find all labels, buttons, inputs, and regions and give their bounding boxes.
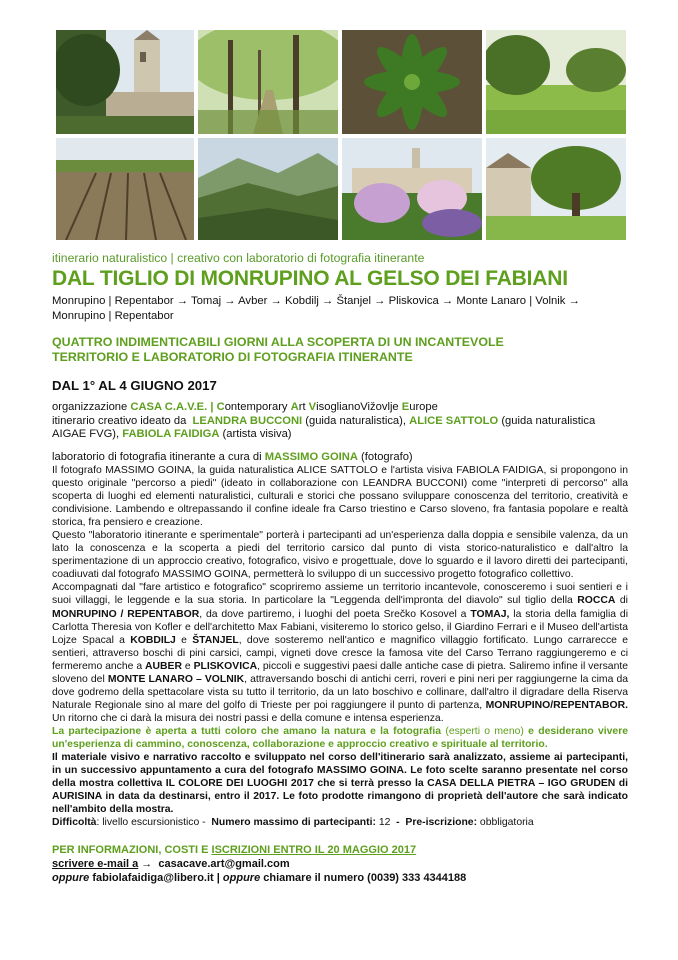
- material-note: Il materiale visivo e narrativo raccolto e sviluppato nel corso dell'itinerario sarà analizzato, assieme ai partecipanti, in un successivo appuntamento a cura del fotografo MASSIMO GOINA. Le foto scelte saranno presentate nel corso della mostra collettiva IL COLORE DEI LUOGHI 2017 che si terrà presso la CASA DELLA PIETRA – IGO GRUDEN di AURISINA in data da destinarsi, entro il 2017. Le foto prodotte rimangono di proprietà dell'autore che sarà indicato nell'ambito della mostra.: [52, 752, 628, 816]
- photo-plant-leaves: [342, 30, 482, 134]
- headline: [52, 335, 628, 365]
- person-leandra: LEANDRA BUCCONI: [192, 414, 303, 427]
- organization-line: [52, 401, 628, 415]
- route: Monrupino | Repentabor → Tomaj → Avber → Kobdilj → Štanjel → Pliskovica → Monte Lanaro | Volnik → Monrupino | Repentabor: [52, 295, 580, 322]
- paragraph-intro: Il fotografo MASSIMO GOINA, la guida naturalistica ALICE SATTOLO e l'artista visiva FABIOLA FAIDIGA, si propongono in questo originale "percorso a piedi" (ideato in collaborazione con LEANDRA BUCCONI) come "interpreti di percorso" alla scoperta di luoghi ed elementi naturalistici, culturali e storici che possano sviluppare conoscenza del territorio, creatività e condivisione. Lambendo e oltrepassando il confine ideale fra Carso triestino e Carso sloveno, fra fantasia popolare e realtà storica, fra pensiero e creazione.: [52, 465, 628, 529]
- photo-forest-path: [198, 30, 338, 134]
- participation-note: La partecipazione è aperta a tutti coloro che amano la natura e la fotografia (esperti o meno) e desiderano vivere un'esperienza di cammino, conoscenza, collaborazione e approccio creativo e spirituale al territorio.: [52, 725, 629, 750]
- phone-number[interactable]: chiamare il numero (0039) 333 4344188: [263, 872, 467, 885]
- photo-big-tree-house: [486, 138, 626, 240]
- organization-name: CASA C.A.V.E. |: [130, 401, 214, 413]
- email-casacave[interactable]: casacave.art@gmail.com: [158, 858, 290, 871]
- lab-credit: laboratorio di fotografia itinerante a cura di MASSIMO GOINA (fotografo): [52, 450, 413, 463]
- photo-village-flowers: [342, 138, 482, 240]
- subtitle: itinerario naturalistico | creativo con laboratorio di fotografia itinerante: [52, 251, 425, 265]
- flyer-content: [52, 251, 628, 885]
- paragraph-itinerary: Accompagnati dal "fare artistico e fotografico" scopriremo assieme un territorio incantevole, conosceremo i suoi sentieri e i suoi villaggi, le leggende e la sua storia. In particolare la "Leggenda dell'impronta del diavolo" sul tiglio della ROCCA di MONRUPINO / REPENTABOR, da dove partiremo, i luoghi del poeta Srečko Kosovel a TOMAJ, la storia della famiglia di Carlotta Theresia von Kofler e dell'architetto Max Fabiani, visiteremo lo storico gelso, il Giardino Ferrari e il Museo dell'artista Lojze Spacal a KOBDILJ e ŠTANJEL, dove sosteremo nell'antico e magnifico villaggio fortificato. Lungo carrarecce e sentieri, attraverso boschi di pini carsici, campi, vigneti dove cresce la famosa vite del Carso Terrano raggiungeremo e ci fermeremo anche a AUBER e PLISKOVICA, piccoli e suggestivi paesi dalle antiche case di pietra. Saliremo infine il versante sloveno del MONTE LANARO – VOLNIK, attraversando boschi di antichi cerri, roveri e pini neri per raggiungerne la cima da dove godremo della spettacolare vista su tutto il territorio, da un lato boschivo e collinare, dall'altro il digradare della Riserva Naturale Regionale sino al mare del golfo di Trieste per poi raggiungere il punto di partenza, MONRUPINO/REPENTABOR. Un ritorno che ci darà la misura dei nostri passi e della comune e intensa esperienza.: [52, 582, 629, 724]
- organization-acronym: Contemporary Art VisoglianoVižovlje Europe: [216, 401, 438, 413]
- write-email-label: scrivere e-mail a: [52, 858, 139, 871]
- photo-church-tower: [56, 30, 194, 134]
- contact-line: oppure fabiolafaidiga@libero.it | oppure chiamare il numero (0039) 333 4344188: [52, 872, 467, 885]
- arrow-icon: →: [141, 858, 153, 871]
- headline-line-1: QUATTRO INDIMENTICABILI GIORNI ALLA SCOPERTA DI UN INCANTEVOLE: [52, 335, 504, 349]
- photo-meadow: [486, 30, 626, 134]
- main-title: DAL TIGLIO DI MONRUPINO AL GELSO DEI FABIANI: [52, 267, 568, 290]
- event-dates: DAL 1° AL 4 GIUGNO 2017: [52, 378, 217, 393]
- headline-line-2: TERRITORIO E LABORATORIO DI FOTOGRAFIA ITINERANTE: [52, 350, 413, 364]
- person-fabiola: FABIOLA FAIDIGA: [122, 428, 220, 440]
- person-alice: ALICE SATTOLO: [409, 414, 499, 427]
- paragraph-lab: Questo "laboratorio itinerante e sperimentale" porterà i partecipanti ad un'esperienza dalla doppia e sensibile valenza, da un lato la conoscenza e la scoperta a piedi del territorio carsico dal punto di vista storico-naturalistico e dall'altro la sperimentazione di un approccio creativo, fotografico, visivo e progettuale, dove lo sguardo e il lavoro diretti dei partecipanti, coadiuvati dal fotografo MASSIMO GOINA, permetterà lo sviluppo di un successivo progetto fotografico collettivo.: [52, 530, 628, 581]
- details-line: Difficoltà: livello escursionistico - Numero massimo di partecipanti: 12 - Pre-iscrizione: obbligatoria: [52, 817, 534, 829]
- organization-block: [52, 401, 628, 442]
- photo-vineyard: [56, 138, 194, 240]
- email-line: [52, 857, 628, 871]
- photo-valley: [198, 138, 338, 240]
- organization-label: organizzazione: [52, 401, 128, 413]
- info-heading: PER INFORMAZIONI, COSTI E ISCRIZIONI ENTRO IL 20 MAGGIO 2017: [52, 844, 417, 857]
- email-fabiola[interactable]: fabiolafaidiga@libero.it: [92, 872, 214, 885]
- person-massimo: MASSIMO GOINA: [264, 450, 358, 463]
- itinerary-credits: itinerario creativo ideato da LEANDRA BUCCONI (guida naturalistica), ALICE SATTOLO (guida naturalistica AIGAE FVG), FABIOLA FAIDIGA (artista visiva): [52, 414, 596, 440]
- photo-collage: [56, 30, 626, 240]
